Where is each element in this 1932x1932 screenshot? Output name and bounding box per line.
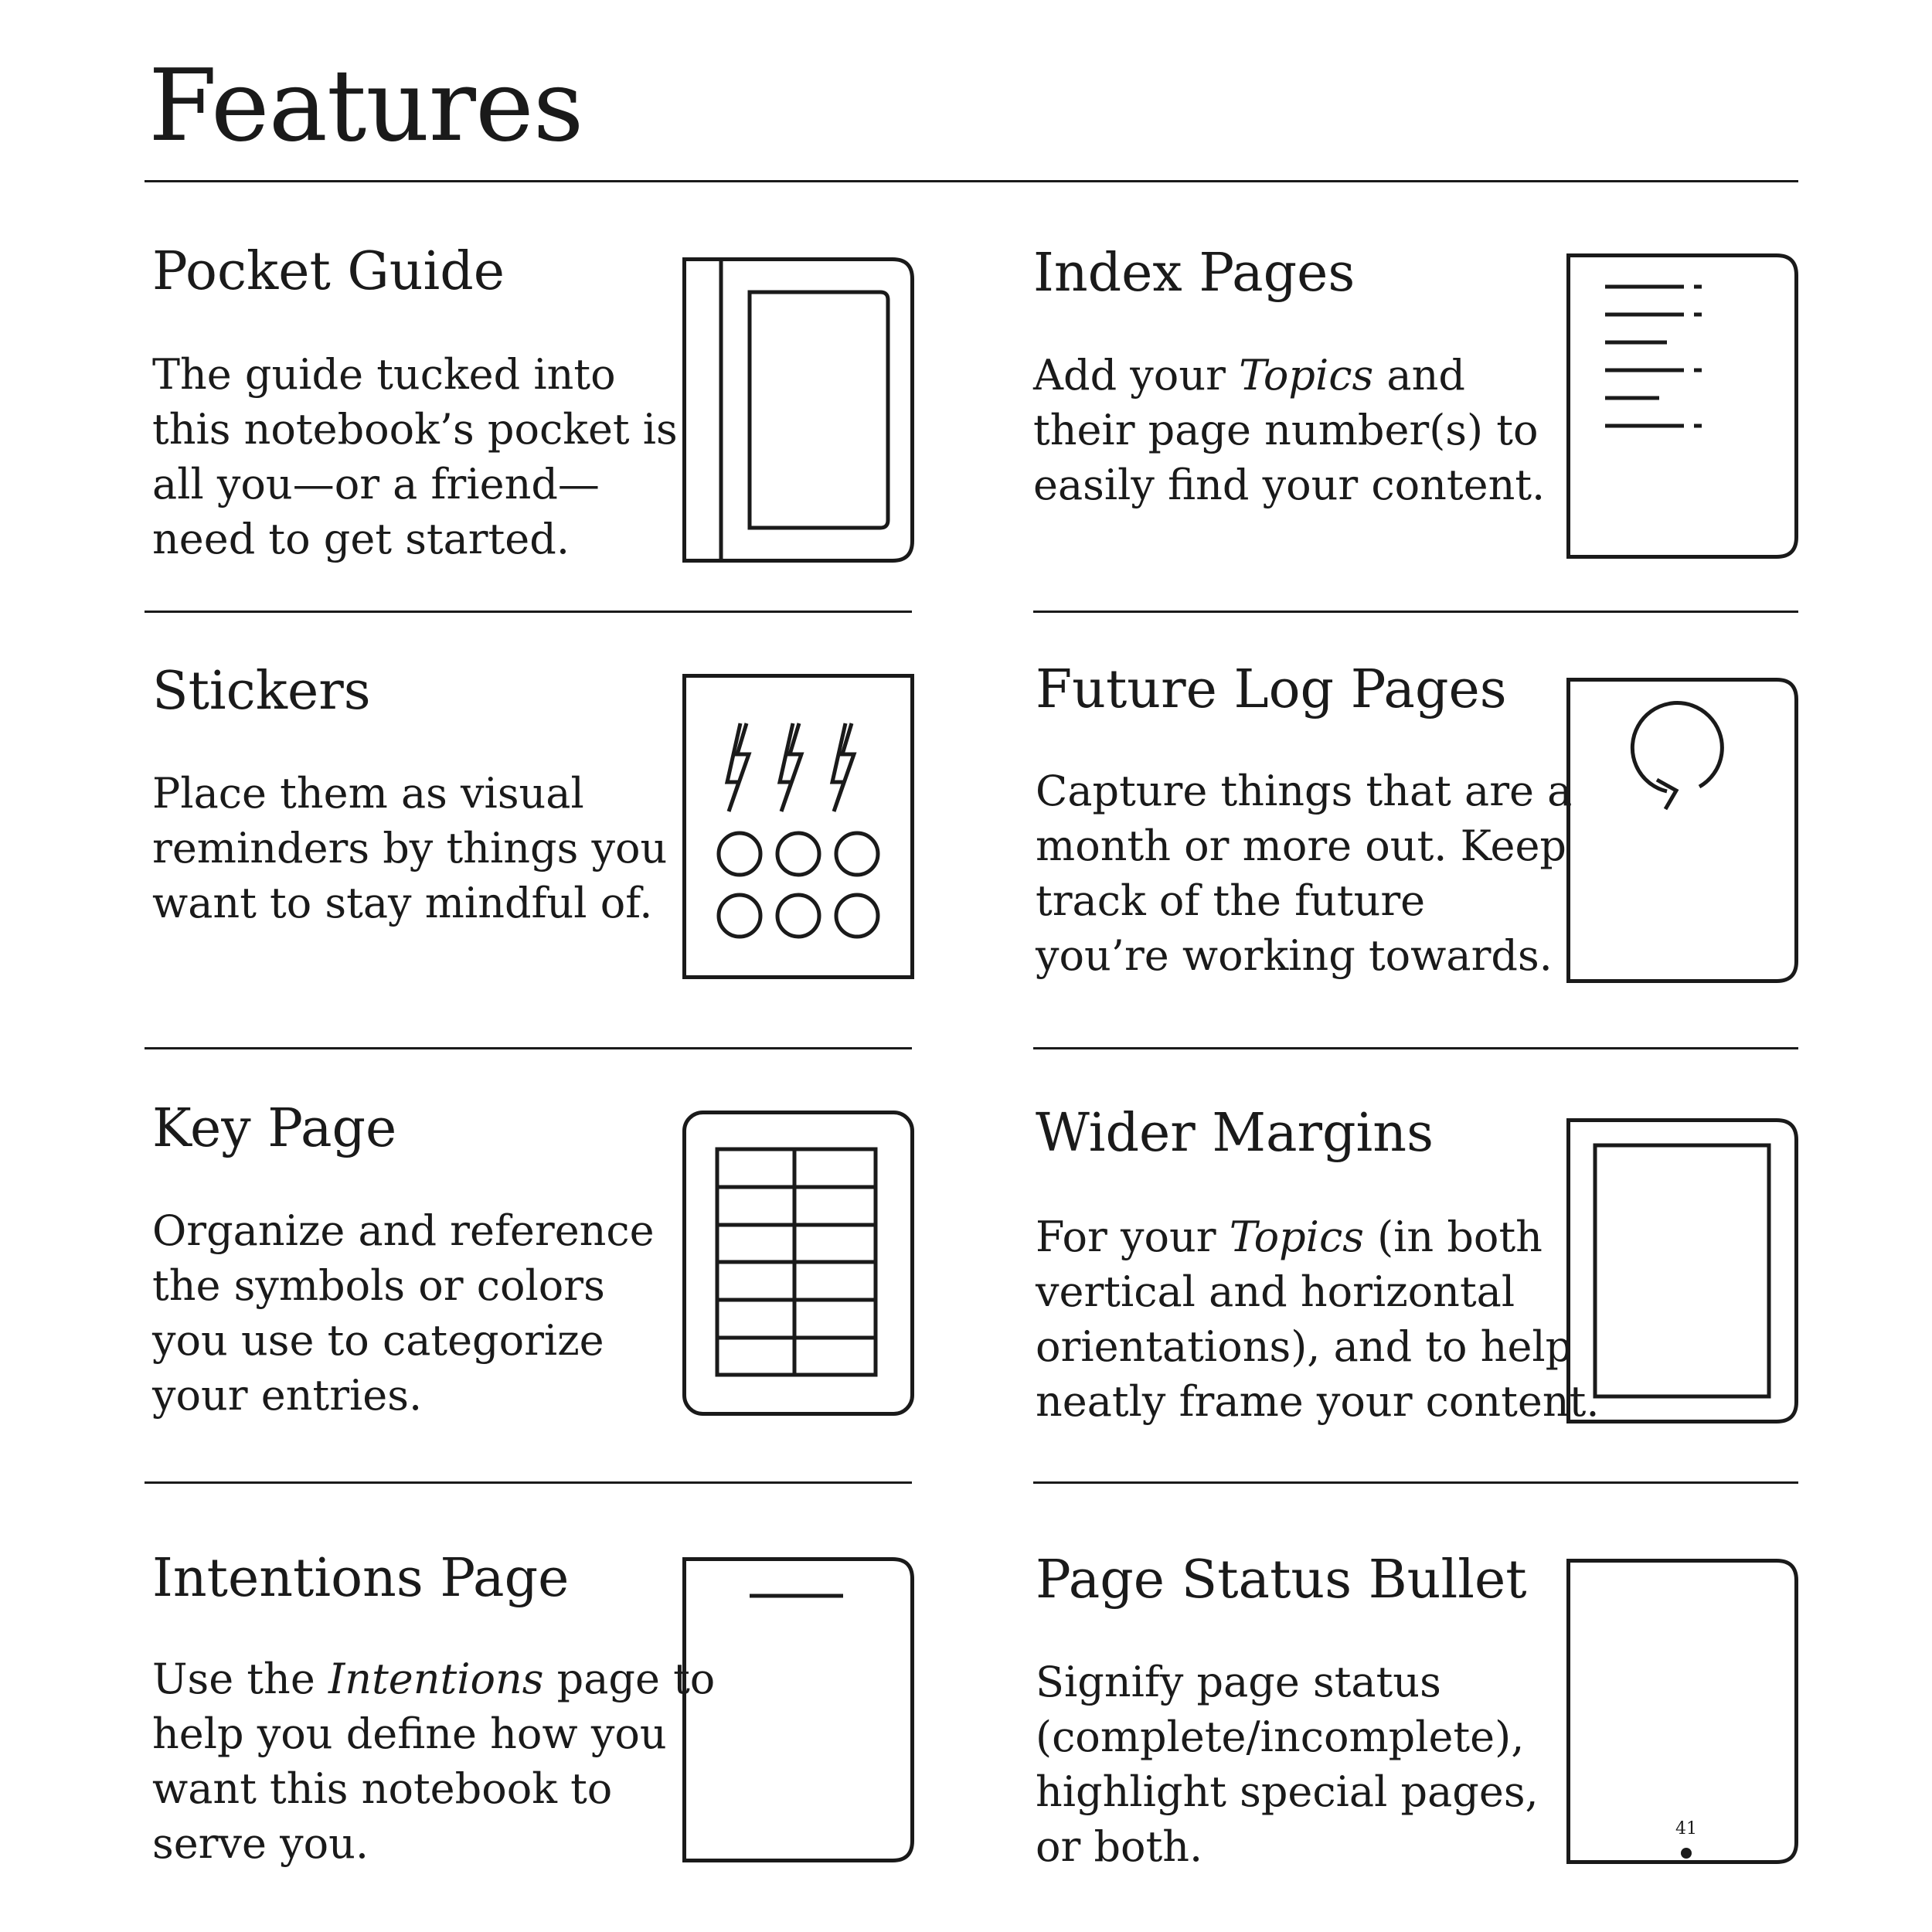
margin-frame-icon (1566, 1118, 1798, 1423)
feature-desc-intentions-page: Use the Intentions page to help you define how you want this notebook to serve you. (152, 1655, 716, 1868)
feature-desc-stickers: Place them as visual reminders by things you want to stay mindful of. (152, 769, 668, 927)
divider-left-2 (145, 1047, 912, 1049)
feature-desc-index-pages: Add your Topics and their page number(s) to easily find your content. (1033, 351, 1546, 509)
divider-right-3 (1033, 1481, 1798, 1484)
divider-right-1 (1033, 611, 1798, 613)
feature-title-stickers: Stickers (152, 661, 371, 722)
pocket-guide-notebook-icon (682, 257, 914, 563)
feature-title-index-pages: Index Pages (1033, 243, 1355, 304)
feature-title-future-log: Future Log Pages (1036, 659, 1507, 720)
feature-title-pocket-guide: Pocket Guide (152, 241, 505, 302)
status-bullet-dot (1681, 1848, 1692, 1859)
key-table-icon (682, 1111, 914, 1416)
feature-title-key-page: Key Page (152, 1098, 397, 1159)
feature-desc-future-log: Capture things that are a month or more out. Keep track of the future you’re working towards. (1036, 767, 1573, 980)
intentions-page-icon (682, 1557, 914, 1862)
page-status-bullet-icon (1566, 1559, 1798, 1864)
stickers-sheet-icon (682, 674, 914, 979)
divider-left-3 (145, 1481, 912, 1484)
feature-desc-pocket-guide: The guide tucked into this notebook’s pocket is all you—or a friend— need to get started. (152, 350, 678, 563)
page-title: Features (148, 49, 583, 164)
feature-title-page-status: Page Status Bullet (1036, 1549, 1527, 1611)
feature-desc-key-page: Organize and reference the symbols or colors you use to categorize your entries. (152, 1206, 655, 1420)
refresh-arrow-icon (1566, 678, 1798, 983)
feature-title-intentions-page: Intentions Page (152, 1548, 570, 1609)
feature-desc-wider-margins: For your Topics (in both vertical and horizontal orientations), and to help neatly frame your content. (1036, 1213, 1600, 1426)
divider-right-2 (1033, 1047, 1798, 1049)
divider-left-1 (145, 611, 912, 613)
feature-title-wider-margins: Wider Margins (1036, 1103, 1434, 1164)
feature-desc-page-status: Signify page status (complete/incomplete), highlight special pages, or both. (1036, 1658, 1539, 1871)
index-list-icon (1566, 253, 1798, 559)
title-divider (145, 180, 1798, 182)
page-number: 41 (1675, 1819, 1697, 1838)
